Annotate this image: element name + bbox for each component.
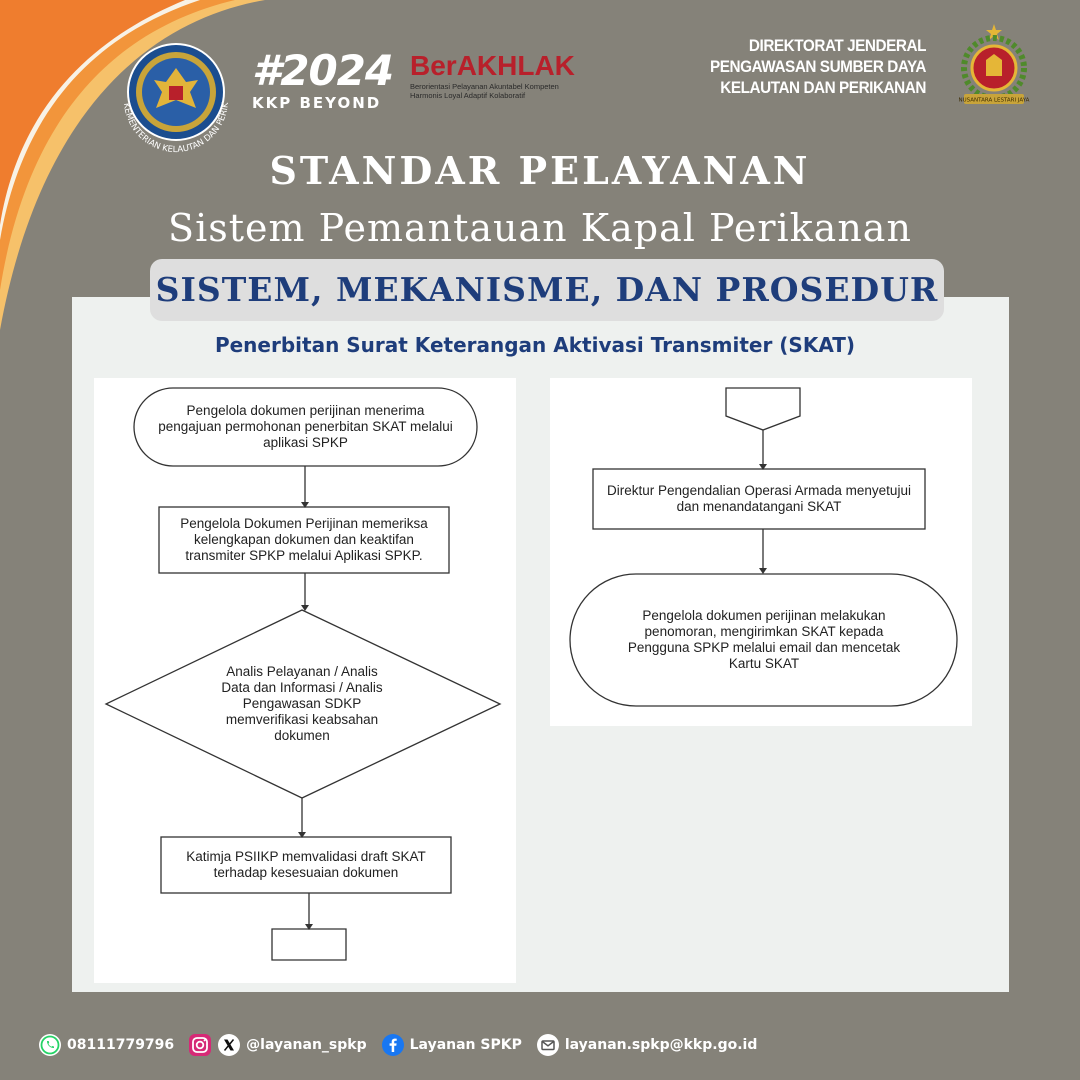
step-number-send-print: Pengelola dokumen perijinan melakukan penomoran, mengirimkan SKAT kepada Pengguna SPKP melalui email dan mencetak Kartu SKAT [627,608,901,671]
instagram-icon[interactable] [188,1033,212,1057]
directorate-line-2: PENGAWASAN SUMBER DAYA [710,57,926,76]
directorate-name [710,35,926,98]
kkp-ring-text: KEMENTERIAN KELAUTAN DAN PERIK [121,102,231,156]
brand-sub: KKP BEYOND [252,94,382,112]
whatsapp-icon[interactable] [38,1033,62,1057]
flowchart-right [550,378,972,726]
berakhlak-tagline-1: Berorientasi Pelayanan Akuntabel Kompeten [410,82,559,91]
step-check-documents: Pengelola Dokumen Perijinan memeriksa kelengkapan dokumen dan keaktifan transmiter SPKP melalui Aplikasi SPKP. [180,516,428,563]
facebook-icon[interactable] [381,1033,405,1057]
berakhlak-title: BerAKHLAK [410,50,575,81]
step-validate-draft: Katimja PSIIKP memvalidasi draft SKAT terhadap kesesuaian dokumen [186,849,426,880]
x-twitter-icon[interactable] [217,1033,241,1057]
offpage-connector-in [726,388,800,430]
email-address[interactable]: layanan.spkp@kkp.go.id [564,1037,758,1053]
directorate-line-1: DIREKTORAT JENDERAL [748,36,926,55]
page-title: STANDAR PELAYANAN [269,148,811,193]
brand-year: #2024 [252,46,394,95]
kkp-beyond-brand [252,46,402,112]
offpage-connector-out [272,929,346,960]
social-handle[interactable]: @layanan_spkp [246,1037,367,1053]
email-icon[interactable] [536,1033,560,1057]
footer-contacts [38,1032,771,1058]
page-subtitle: Sistem Pemantauan Kapal Perikanan [168,206,912,250]
flowchart-left [94,378,516,983]
flowchart-title: Penerbitan Surat Keterangan Aktivasi Transmiter (SKAT) [214,333,856,357]
emblem-ribbon-text: NUSANTARA LESTARI JAYA [958,97,1030,104]
phone-number[interactable]: 08111779796 [67,1037,175,1053]
decision-verify-documents: Analis Pelayanan / Analis Data dan Informasi / Analis Pengawasan SDKP memverifikasi keabsahan dokumen [221,664,383,743]
step-receive-application: Pengelola dokumen perijinan menerima pengajuan permohonan penerbitan SKAT melalui aplikasi SPKP [158,403,453,450]
facebook-page[interactable]: Layanan SPKP [409,1037,522,1053]
psdkp-emblem [948,16,1040,108]
step-approve-sign: Direktur Pengendalian Operasi Armada menyetujui dan menandatangani SKAT [607,483,911,514]
section-heading: SISTEM, MEKANISME, DAN PROSEDUR [150,259,944,321]
directorate-line-3: KELAUTAN DAN PERIKANAN [720,78,926,97]
berakhlak-tagline-2: Harmonis Loyal Adaptif Kolaboratif [410,91,526,100]
berakhlak-logo [410,50,590,100]
